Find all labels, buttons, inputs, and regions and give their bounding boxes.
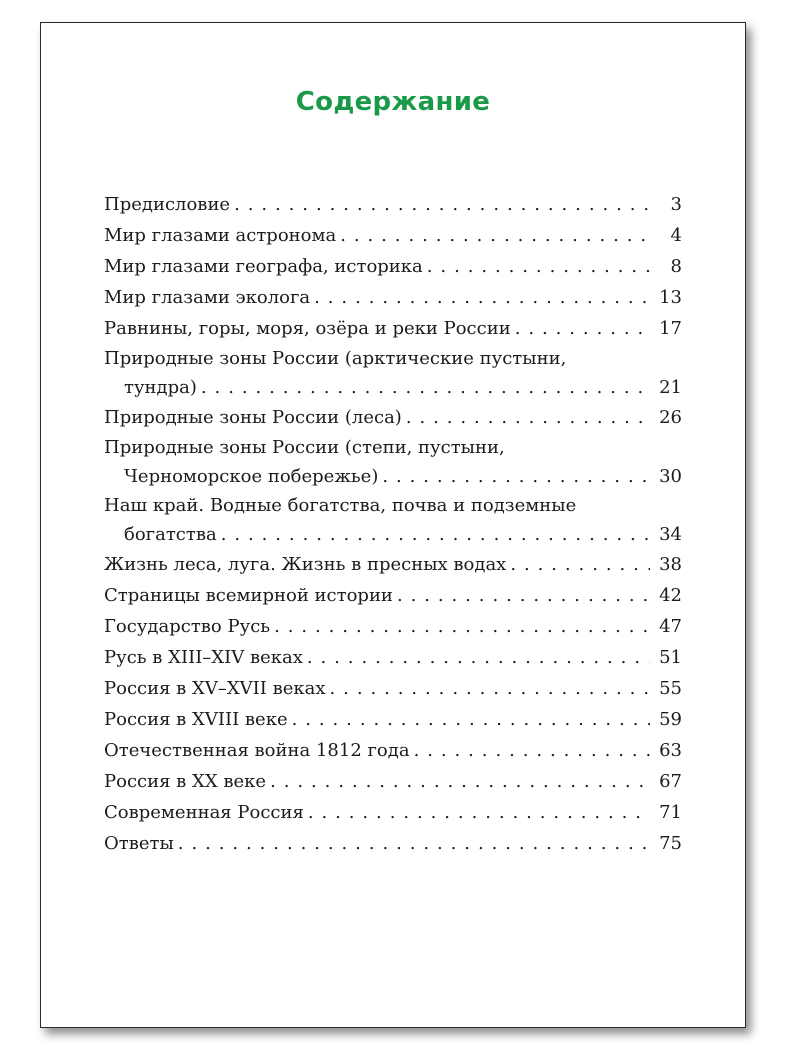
- toc-entry-line: [104, 549, 682, 580]
- toc-entry-line: [104, 220, 682, 251]
- toc-entry[interactable]: [104, 704, 682, 735]
- toc-entry[interactable]: [104, 611, 682, 642]
- toc-entry-line: [104, 402, 682, 433]
- document-page: [40, 22, 746, 1028]
- dot-leader: [406, 402, 650, 433]
- toc-page-number: 67: [659, 771, 682, 792]
- toc-entry-line: [104, 735, 682, 766]
- toc-entry-title: Мир глазами эколога: [104, 287, 311, 308]
- dot-leader: [178, 828, 650, 859]
- toc-entry-title: Россия в XVIII веке: [104, 709, 288, 730]
- toc-entry-line: [104, 491, 682, 520]
- toc-page-number: 8: [670, 256, 682, 277]
- toc-entry-title: Отечественная война 1812 года: [104, 740, 410, 761]
- toc-page-number: 17: [659, 318, 682, 339]
- toc-entry-line: [104, 642, 682, 673]
- dot-leader: [340, 220, 650, 251]
- toc-entry-line: [104, 828, 682, 859]
- toc-entry-line: [104, 580, 682, 611]
- toc-entry-line: [104, 433, 682, 462]
- toc-entry-title: Страницы всемирной истории: [104, 585, 393, 606]
- dot-leader: [270, 766, 650, 797]
- dot-leader: [201, 373, 650, 402]
- toc-page-number: 3: [670, 194, 682, 215]
- dot-leader: [397, 580, 650, 611]
- dot-leader: [515, 313, 650, 344]
- toc-entry[interactable]: [104, 402, 682, 433]
- toc-entry-line: [104, 673, 682, 704]
- toc-entry[interactable]: [104, 189, 682, 220]
- dot-leader: [308, 797, 650, 828]
- toc-entry-line: [104, 313, 682, 344]
- toc-entry[interactable]: [104, 220, 682, 251]
- dot-leader: [234, 189, 650, 220]
- toc-entry-title: Современная Россия: [104, 802, 304, 823]
- toc-entry[interactable]: [104, 735, 682, 766]
- toc-page-number: 21: [659, 377, 682, 398]
- dot-leader: [510, 549, 650, 580]
- dot-leader: [382, 462, 650, 491]
- toc-page-number: 47: [659, 616, 682, 637]
- toc-entry-line: [104, 797, 682, 828]
- toc-entry[interactable]: [104, 797, 682, 828]
- toc-entry-line: [104, 344, 682, 373]
- toc-entry[interactable]: [104, 580, 682, 611]
- toc-entry-title: Предисловие: [104, 194, 231, 215]
- toc-page-number: 63: [659, 740, 682, 761]
- dot-leader: [221, 520, 650, 549]
- page-title: Содержание: [295, 87, 491, 117]
- toc-page-number: 75: [659, 833, 682, 854]
- toc-entry[interactable]: [104, 251, 682, 282]
- toc-entry-line: [104, 704, 682, 735]
- dot-leader: [330, 673, 650, 704]
- toc-entry-title: Природные зоны России (леса): [104, 407, 402, 428]
- toc-page-number: 71: [659, 802, 682, 823]
- toc-page-number: 13: [659, 287, 682, 308]
- toc-entry[interactable]: [104, 433, 682, 491]
- toc-entry-line: [104, 282, 682, 313]
- toc-entry-line: [104, 189, 682, 220]
- toc-entry-title: Природные зоны России (степи, пустыни,: [104, 437, 505, 458]
- toc-entry[interactable]: [104, 344, 682, 402]
- toc-entry-continuation: [104, 373, 682, 402]
- toc-page-number: 4: [670, 225, 682, 246]
- dot-leader: [414, 735, 650, 766]
- toc-entry-line: [104, 611, 682, 642]
- toc-entry-title: Государство Русь: [104, 616, 271, 637]
- dot-leader: [274, 611, 650, 642]
- toc-entry-title: Ответы: [104, 833, 174, 854]
- toc-entry-continuation: [104, 462, 682, 491]
- table-of-contents: [104, 189, 682, 859]
- toc-entry-title: Равнины, горы, моря, озёра и реки России: [104, 318, 511, 339]
- toc-page-number: 34: [659, 524, 682, 545]
- toc-entry[interactable]: [104, 828, 682, 859]
- toc-page-number: 38: [659, 554, 682, 575]
- toc-entry-line: [104, 251, 682, 282]
- toc-page-number: 30: [659, 466, 682, 487]
- dot-leader: [427, 251, 650, 282]
- toc-entry-title: Мир глазами географа, историка: [104, 256, 423, 277]
- toc-entry-title: Россия в XV–XVII веках: [104, 678, 326, 699]
- dot-leader: [292, 704, 650, 735]
- toc-entry-line: [104, 766, 682, 797]
- dot-leader: [314, 282, 650, 313]
- toc-page-number: 42: [659, 585, 682, 606]
- toc-entry[interactable]: [104, 491, 682, 549]
- toc-entry[interactable]: [104, 673, 682, 704]
- toc-entry-title: Жизнь леса, луга. Жизнь в пресных водах: [104, 554, 507, 575]
- toc-entry-title: богатства: [124, 524, 217, 545]
- toc-entry[interactable]: [104, 549, 682, 580]
- toc-entry-continuation: [104, 520, 682, 549]
- toc-page-number: 26: [659, 407, 682, 428]
- toc-entry[interactable]: [104, 766, 682, 797]
- toc-entry[interactable]: [104, 642, 682, 673]
- toc-entry-title: тундра): [124, 377, 197, 398]
- toc-page-number: 51: [659, 647, 682, 668]
- toc-entry-title: Мир глазами астронома: [104, 225, 337, 246]
- toc-entry-title: Черноморское побережье): [124, 466, 379, 487]
- toc-page-number: 55: [659, 678, 682, 699]
- dot-leader: [307, 642, 650, 673]
- toc-page-number: 59: [659, 709, 682, 730]
- toc-entry-title: Русь в XIII–XIV веках: [104, 647, 303, 668]
- toc-entry-title: Наш край. Водные богатства, почва и подземные: [104, 495, 577, 516]
- toc-entry-title: Природные зоны России (арктические пустыни,: [104, 348, 567, 369]
- toc-entry[interactable]: [104, 313, 682, 344]
- toc-entry-title: Россия в XX веке: [104, 771, 267, 792]
- toc-entry[interactable]: [104, 282, 682, 313]
